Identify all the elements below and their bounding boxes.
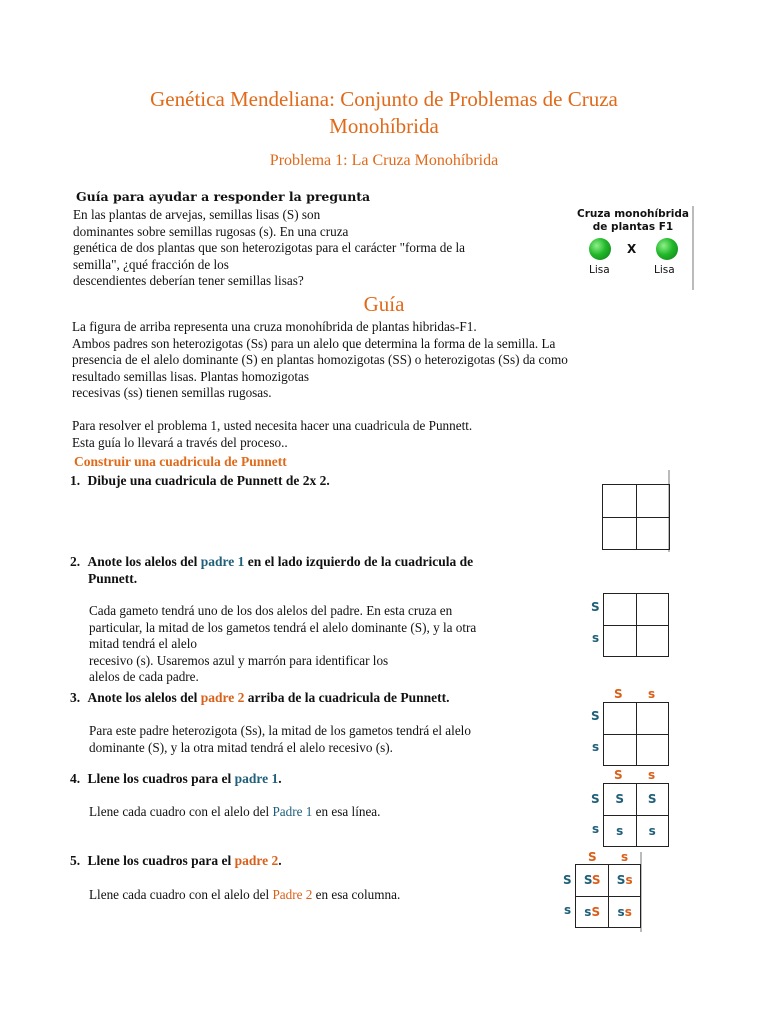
punnett-cell — [604, 594, 637, 626]
step-5-body — [89, 887, 400, 904]
cell-allele: s — [616, 823, 624, 838]
parent-1-allele-recessive: s — [592, 822, 600, 836]
guia-paragraph — [72, 319, 568, 402]
parent-1-allele-recessive: s — [564, 903, 572, 917]
cell-allele-parent-1: S — [583, 873, 592, 888]
resolve-paragraph — [72, 418, 472, 451]
resolve-line: Esta guía lo llevará a través del proceso.. — [72, 434, 288, 450]
step-2-body-line: Cada gameto tendrá uno de los dos alelos del padre. En esta cruza en — [89, 603, 453, 618]
guia-heading: Guía — [363, 292, 405, 316]
step-2-body — [89, 603, 476, 686]
step-text-post: arriba de la cuadricula de Punnett. — [244, 690, 450, 705]
guia-line: La figura de arriba representa una cruza monohíbrida de plantas hibridas-F1. — [72, 319, 477, 334]
parent-1-allele-dominant: S — [591, 792, 600, 806]
step-2-body-line: recesivo (s). Usaremos azul y marrón para identificar los — [89, 652, 389, 668]
punnett-cell — [603, 485, 637, 518]
punnett-grid-step-5 — [575, 864, 641, 928]
cell-allele-parent-1: s — [584, 904, 592, 919]
punnett-cell — [609, 865, 641, 897]
parent-2-allele-recessive: s — [648, 687, 656, 701]
punnett-cell — [636, 485, 670, 518]
step-5-body-pre: Llene cada cuadro con el alelo del — [89, 887, 273, 902]
parent-2-highlight: padre 2 — [200, 690, 245, 705]
step-3-heading — [70, 689, 450, 706]
parent-1-allele-recessive: s — [592, 740, 600, 754]
figure-border — [692, 206, 694, 290]
page-title-line-1: Genética Mendeliana: Conjunto de Problemas de Cruza — [150, 87, 618, 111]
parent-2-body-highlight: Padre 2 — [272, 887, 313, 902]
resolve-line: Para resolver el problema 1, usted necesita hacer una cuadricula de Punnett. — [72, 418, 473, 433]
construct-heading: Construir una cuadricula de Punnett — [74, 454, 287, 469]
step-text: Dibuje una cuadricula de Punnett de 2x 2. — [87, 473, 330, 488]
cell-allele: S — [615, 792, 625, 807]
parent-2-allele-dominant: S — [614, 768, 623, 782]
step-text-pre: Anote los alelos del — [87, 690, 201, 705]
step-number: 1. — [70, 473, 81, 488]
cell-allele: s — [648, 823, 656, 838]
parent-1-highlight: padre 1 — [200, 554, 245, 569]
step-3-body-line: Para este padre heterozigota (Ss), la mitad de los gametos tendrá el alelo — [89, 723, 471, 738]
punnett-cell — [636, 594, 669, 626]
guia-line: presencia de el alelo dominante (S) en plantas homozigotas (SS) o heterozigotas (Ss) da como — [72, 352, 568, 367]
punnett-grid-step-2 — [603, 593, 669, 657]
step-text-pre: Llene los cuadros para el — [87, 853, 235, 868]
cell-allele-parent-1: s — [617, 904, 625, 919]
step-text-post: . — [278, 771, 282, 786]
parent-1-allele-recessive: s — [592, 631, 600, 645]
punnett-cell — [576, 896, 609, 928]
step-text-pre: Anote los alelos del — [87, 554, 201, 569]
parent-2-allele-recessive: s — [621, 850, 629, 864]
step-text-line-2: Punnett. — [88, 571, 138, 586]
parent-1-allele-dominant: S — [563, 873, 572, 887]
parent-1-highlight: padre 1 — [234, 771, 279, 786]
cell-allele-parent-1: S — [616, 873, 626, 888]
step-text-pre: Llene los cuadros para el — [87, 771, 235, 786]
parent-1-allele-dominant: S — [591, 709, 600, 723]
smooth-pea-left-icon — [589, 238, 611, 260]
smooth-pea-right-icon — [656, 238, 678, 260]
question-line: dominantes sobre semillas rugosas (s). En una cruza — [73, 223, 349, 239]
step-3-body — [89, 723, 471, 756]
guide-heading: Guía para ayudar a responder la pregunta — [76, 189, 371, 204]
question-line: semilla", ¿qué fracción de los — [73, 256, 229, 272]
punnett-grid-empty — [602, 484, 670, 550]
question-line: En las plantas de arvejas, semillas lisas (S) son — [73, 207, 321, 222]
cell-allele-parent-2: S — [591, 873, 601, 888]
step-2-body-line: particular, la mitad de los gametos tendrá el alelo dominante (S), y la otra — [89, 619, 477, 635]
step-number: 3. — [70, 690, 81, 705]
guia-line: resultado semillas lisas. Plantas homozigotas — [72, 368, 309, 384]
pea-right-label: Lisa — [654, 264, 675, 276]
punnett-cell — [604, 815, 637, 847]
parent-2-allele-dominant: S — [588, 850, 597, 864]
punnett-cell — [604, 703, 637, 735]
step-4-body-pre: Llene cada cuadro con el alelo del — [89, 804, 273, 819]
problem-subtitle: Problema 1: La Cruza Monohíbrida — [269, 152, 499, 169]
parent-2-highlight: padre 2 — [234, 853, 279, 868]
punnett-cell — [636, 517, 670, 550]
punnett-cell — [636, 784, 669, 816]
pea-left-label: Lisa — [589, 264, 610, 276]
page-title — [60, 86, 708, 140]
question-text — [73, 207, 465, 290]
guia-line: Ambos padres son heterozigotas (Ss) para un alelo que determina la forma de la semilla. La — [72, 335, 556, 351]
question-line: descendientes deberían tener semillas lisas? — [73, 273, 304, 288]
step-number: 4. — [70, 771, 81, 786]
cross-figure-title-line-2: de plantas F1 — [592, 221, 674, 233]
step-5-body-post: en esa columna. — [312, 887, 401, 902]
step-number: 5. — [70, 853, 81, 868]
cross-figure-title-line-1: Cruza monohíbrida — [576, 208, 690, 220]
punnett-grid-step-3 — [603, 702, 669, 766]
cell-allele-parent-2: S — [591, 904, 601, 919]
step-4-heading — [70, 770, 282, 787]
cross-symbol: X — [627, 242, 637, 256]
punnett-cell — [604, 625, 637, 657]
punnett-cell — [603, 517, 637, 550]
punnett-cell — [604, 734, 637, 766]
punnett-cell — [636, 734, 669, 766]
punnett-cell — [609, 896, 641, 928]
cell-allele-parent-2: s — [625, 873, 633, 888]
step-2-heading — [70, 553, 473, 587]
cell-allele-parent-2: s — [624, 904, 632, 919]
step-2-body-line: mitad tendrá el alelo — [89, 636, 198, 651]
punnett-cell — [604, 784, 637, 816]
cross-figure-title — [574, 208, 692, 234]
question-line: genética de dos plantas que son heterozigotas para el carácter "forma de la — [73, 240, 466, 255]
step-text-post: . — [278, 853, 282, 868]
parent-2-allele-dominant: S — [614, 687, 623, 701]
cell-allele: S — [647, 792, 657, 807]
parent-1-allele-dominant: S — [591, 600, 600, 614]
punnett-cell — [636, 703, 669, 735]
punnett-grid-step-4 — [603, 783, 669, 847]
guia-line: recesivas (ss) tienen semillas rugosas. — [72, 385, 272, 400]
punnett-cell — [636, 815, 669, 847]
punnett-cell — [576, 865, 609, 897]
page-title-line-2: Monohíbrida — [329, 114, 439, 138]
parent-2-allele-recessive: s — [648, 768, 656, 782]
step-1-heading — [70, 472, 330, 489]
step-5-heading — [70, 852, 282, 869]
step-4-body-post: en esa línea. — [312, 804, 381, 819]
punnett-cell — [636, 625, 669, 657]
step-2-body-line: alelos de cada padre. — [89, 669, 199, 684]
parent-1-body-highlight: Padre 1 — [272, 804, 313, 819]
step-number: 2. — [70, 554, 81, 569]
step-4-body — [89, 804, 380, 821]
step-3-body-line: dominante (S), y la otra mitad tendrá el alelo recesivo (s). — [89, 739, 393, 755]
step-text-post: en el lado izquierdo de la cuadricula de — [244, 554, 474, 569]
